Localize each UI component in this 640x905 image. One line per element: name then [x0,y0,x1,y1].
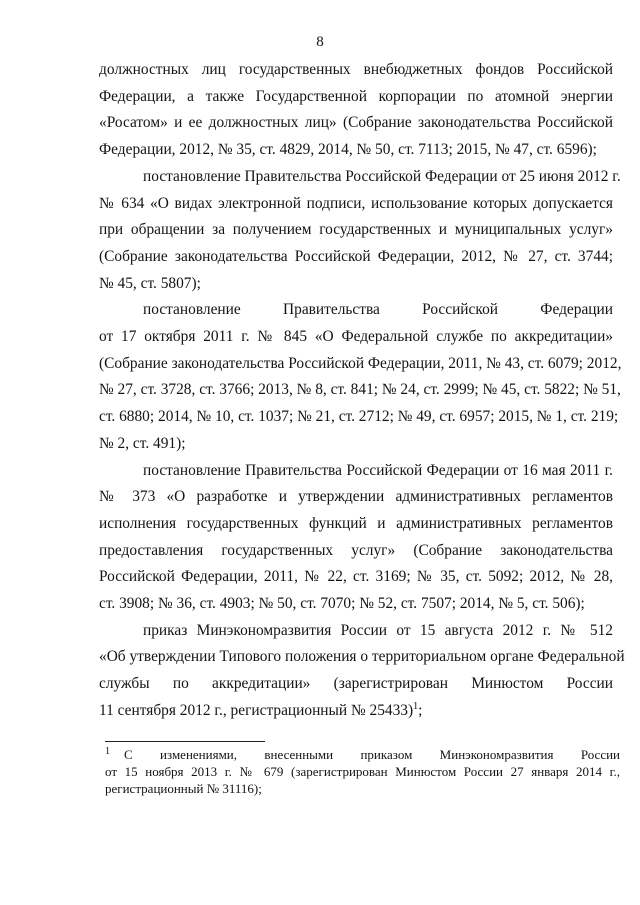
text-line: № 373 «О разработке и утверждении административных регламентов [99,488,613,506]
text-line: № 634 «О видах электронной подписи, использование которых допускается [99,194,613,212]
footnote-mark: 1 [105,745,110,757]
text-line-with-footnote [99,698,613,725]
text-line: постановление Правительства Российской Федерации от 25 июня 2012 г. [143,167,621,185]
text-line: предоставления государственных услуг» (Собрание законодательства [99,541,613,559]
footnote-line [105,746,620,763]
text-line: постановление Правительства Российской Федерации от 16 мая 2011 г. [143,461,613,479]
footnote-line: регистрационный № 31116); [105,781,262,796]
paragraph-resolution-373 [99,458,613,618]
text-line: приказ Минэкономразвития России от 15 августа 2012 г. № 512 [143,621,613,639]
text-line: 11 сентября 2012 г., регистрационный № 25433) [99,701,414,719]
footnote-text: С изменениями, внесенными приказом Минэкономразвития России [124,747,620,762]
line-tail: ; [418,701,423,719]
paragraph-order-512 [99,618,625,725]
text-line: (Собрание законодательства Российской Федерации, 2011, № 43, ст. 6079; 2012, [99,354,622,372]
text-line: № 2, ст. 491); [99,434,186,452]
footnote-line: от 15 ноября 2013 г. № 679 (зарегистрирован Минюстом России 27 января 2014 г., [105,764,620,779]
text-line: Федерации, 2012, № 35, ст. 4829, 2014, № 50, ст. 7113; 2015, № 47, ст. 6596); [99,141,597,159]
text-line: должностных лиц государственных внебюджетных фондов Российской [99,61,613,78]
text-line: № 45, ст. 5807); [99,274,201,292]
text-line: № 27, ст. 3728, ст. 3766; 2013, № 8, ст. 841; № 24, ст. 2999; № 45, ст. 5822; № 51, [99,381,621,399]
text-line: исполнения государственных функций и административных регламентов [99,514,613,532]
text-line: ст. 6880; 2014, № 10, ст. 1037; № 21, ст. 2712; № 49, ст. 6957; 2015, № 1, ст. 219; [99,408,619,426]
paragraph-resolution-634 [99,164,621,298]
footnote [105,746,620,797]
text-line: службы по аккредитации» (зарегистрирован Минюстом России [99,675,613,693]
text-line: ст. 3908; № 36, ст. 4903; № 50, ст. 7070; № 52, ст. 7507; 2014, № 5, ст. 506); [99,595,585,613]
text-line: при обращении за получением государственных и муниципальных услуг» [99,221,613,239]
text-line: «Об утверждении Типового положения о территориальном органе Федеральной [99,648,625,666]
footnote-reference[interactable]: 1 [413,700,419,712]
text-line: Российской Федерации, 2011, № 22, ст. 3169; № 35, ст. 5092; 2012, № 28, [99,568,613,586]
text-line: постановление Правительства Российской Федерации [143,301,613,319]
paragraph-resolution-845 [99,297,622,457]
text-line: от 17 октября 2011 г. № 845 «О Федеральной службе по аккредитации» [99,328,613,346]
footnote-separator [105,741,265,742]
paragraph-continuation [99,57,613,164]
text-line: «Росатом» и ее должностных лиц» (Собрание законодательства Российской [99,114,613,132]
document-body [99,57,625,725]
text-line: (Собрание законодательства Российской Федерации, 2012, № 27, ст. 3744; [99,247,613,265]
text-line: Федерации, а также Государственной корпорации по атомной энергии [99,87,613,105]
page-number: 8 [316,34,324,50]
